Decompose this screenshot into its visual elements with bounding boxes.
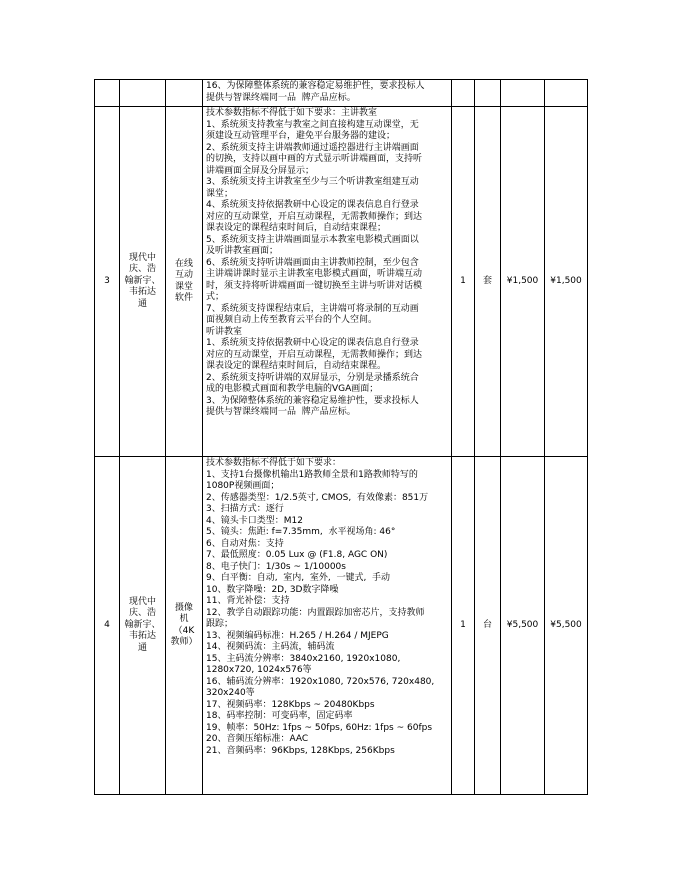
table-row (95, 457, 588, 795)
spec-line: 3、为保障整体系统的兼容稳定易维护性，要求投标人 (206, 395, 419, 406)
spec-line: 4、系统须支持依据教研中心设定的课表信息自行登录 (206, 200, 419, 210)
spec-line: 及听讲教室画面； (206, 246, 279, 256)
spec-line: 式； (206, 292, 225, 302)
spec-line: 时，须支持将听讲端画面一键切换至主讲与听讲对话模 (206, 280, 423, 291)
item-name-text: 教师） (170, 637, 198, 647)
item-name-text: 互动 (174, 270, 193, 280)
spec-line: 主讲端讲课时显示主讲教室电影模式画面，听讲端互动 (206, 269, 423, 279)
spec-line: 1、系统须支持依据教研中心设定的课表信息自行登录 (206, 338, 419, 348)
spec-line: 课表设定的课程结束时间后，自动结束课程； (206, 223, 387, 233)
spec-line: 4、镜头卡口类型：M12 (206, 515, 303, 526)
spec-line: 8、电子快门：1/30s ~ 1/10000s (206, 561, 346, 572)
supplier-text: 韦拓达 (128, 287, 156, 298)
spec-line: 6、系统须支持听讲端画面由主讲教师控制，至少包含 (206, 257, 419, 268)
spec-line: 6、自动对焦：支持 (206, 538, 284, 549)
spec-line: 2、传感器类型：1/2.5英寸, CMOS, 有效像素：851万 (206, 492, 429, 503)
row-number-cell: 4 (95, 457, 120, 795)
spec-line: 1280x720, 1024x576等 (206, 665, 312, 675)
spec-line: 18、码率控制：可变码率，固定码率 (206, 711, 353, 721)
unit-cell: 台 (475, 457, 501, 795)
supplier-text: 通 (137, 298, 147, 309)
table-row (95, 80, 588, 107)
spec-line: 15、主码流分辨率：3840x2160, 1920x1080, (206, 653, 401, 664)
unit-price-cell (501, 80, 545, 107)
spec-line: 12、教学自动跟踪功能：内置跟踪加密芯片，支持教师 (206, 607, 425, 618)
spec-line: 2、系统须支持主讲端教师通过遥控器进行主讲端画面 (206, 142, 419, 153)
unit-cell: 套 (475, 107, 501, 457)
spec-line: 5、系统须支持主讲端画面显示本教室电影模式画面以 (206, 234, 419, 245)
spec-line: 16、为保障整体系统的兼容稳定易维护性，要求投标人 (206, 81, 425, 91)
item-name-text: 软件 (174, 293, 193, 303)
unit-cell (475, 80, 501, 107)
spec-line: 对应的互动课堂，开启互动课程，无需教师操作；到达 (206, 211, 423, 222)
spec-line: 9、白平衡：自动, 室内, 室外, 一键式, 手动 (206, 573, 391, 583)
row-number-cell: 3 (95, 107, 120, 457)
quantity-cell: 1 (452, 107, 475, 457)
spec-line: 2、系统须支持听讲端的双屏显示，分别是录播系统合 (206, 372, 419, 383)
spec-line: 须建设互动管理平台，避免平台服务器的建设； (206, 131, 396, 141)
spec-line: 1、支持1台摄像机输出1路教师全景和1路教师特写的 (206, 469, 418, 480)
spec-line: 19、帧率：50Hz: 1fps ~ 50fps, 60Hz: 1fps ~ 60fps (206, 722, 433, 733)
spec-line: 20、音频压缩标准：AAC (206, 734, 309, 744)
spec-line: 21、音频码率：96Kbps, 128Kbps, 256Kbps (206, 745, 395, 756)
spec-description-cell (203, 107, 452, 457)
supplier-text: 现代中 (128, 252, 156, 263)
table-row (95, 107, 588, 457)
supplier-text: 通 (137, 642, 147, 653)
spec-description-cell (203, 80, 452, 107)
supplier-text: 庆、浩 (128, 264, 156, 275)
quantity-cell (452, 80, 475, 107)
spec-description-cell (203, 457, 452, 795)
item-name-text: 在线 (174, 258, 193, 269)
item-name-cell (166, 80, 203, 107)
unit-price-cell: ¥1,500 (501, 107, 545, 457)
item-name-text: 机 (179, 614, 189, 624)
supplier-text: 翰新宇、 (124, 619, 161, 630)
procurement-spec-table (94, 79, 588, 795)
total-price-cell: ¥1,500 (545, 107, 588, 457)
spec-line: 1、系统须支持教室与教室之间直接构建互动课堂，无 (206, 119, 419, 130)
supplier-text: 庆、浩 (128, 608, 156, 619)
spec-line: 7、最低照度：0.05 Lux @ (F1.8, AGC ON) (206, 550, 388, 560)
spec-line: 讲端画面全屏及分屏显示； (206, 165, 315, 176)
item-name-cell (166, 107, 203, 457)
spec-line: 技术参数指标不得低于如下要求： (206, 458, 342, 468)
spec-line: 1080P视频画面； (206, 481, 280, 491)
supplier-text: 韦拓达 (128, 631, 156, 642)
total-price-cell (545, 80, 588, 107)
spec-line: 听讲教室 (206, 326, 243, 337)
spec-line: 11、背光补偿：支持 (206, 596, 290, 606)
spec-line: 课堂； (206, 188, 234, 199)
supplier-text: 翰新宇、 (124, 275, 161, 286)
supplier-cell (120, 80, 166, 107)
row-number-cell (95, 80, 120, 107)
spec-line: 13、视频编码标准：H.265 / H.264 / MJEPG (206, 630, 389, 641)
spec-line: 跟踪； (206, 619, 234, 629)
spec-line: 的切换，支持以画中画的方式显示听讲端画面，支持听 (206, 154, 423, 164)
unit-price-cell: ¥5,500 (501, 457, 545, 795)
spec-line: 320x240等 (206, 688, 255, 698)
item-name-text: 摄像 (174, 602, 193, 613)
spec-line: 对应的互动课堂，开启互动课程，无需教师操作；到达 (206, 349, 423, 360)
quantity-cell: 1 (452, 457, 475, 795)
item-name-text: （4K (173, 625, 195, 636)
spec-line: 17、视频码率：128Kbps ~ 20480Kbps (206, 699, 375, 710)
spec-line: 16、辅码流分辨率：1920x1080, 720x576, 720x480, (206, 676, 435, 687)
spec-line: 课表设定的课程结束时间后，自动结束课程。 (206, 361, 387, 371)
spec-line: 10、数字降噪：2D, 3D数字降噪 (206, 584, 339, 595)
supplier-cell (120, 107, 166, 457)
supplier-cell (120, 457, 166, 795)
item-name-cell (166, 457, 203, 795)
spec-line: 3、扫描方式：逐行 (206, 504, 284, 514)
spec-line: 提供与智课终端同一品 牌产品应标。 (206, 92, 356, 103)
total-price-cell: ¥5,500 (545, 457, 588, 795)
item-name-text: 课堂 (174, 281, 193, 292)
spec-line: 成的电影模式画面和教学电脑的VGA画面； (206, 384, 379, 394)
spec-line: 技术参数指标不得低于如下要求：主讲教室 (206, 108, 378, 118)
spec-line: 3、系统须支持主讲教室至少与三个听讲教室组建互动 (206, 177, 419, 187)
spec-line: 7、系统须支持课程结束后，主讲端可将录制的互动画 (206, 303, 419, 314)
spec-line: 5、镜头：焦距: f=7.35mm, 水平视场角: 46° (206, 527, 396, 537)
spec-line: 提供与智课终端同一品 牌产品应标。 (206, 407, 356, 417)
spec-line: 14、视频码流：主码流，辅码流 (206, 642, 335, 652)
spec-line: 面视频自动上传至教育云平台的个人空间。 (206, 315, 378, 325)
supplier-text: 现代中 (128, 596, 156, 607)
